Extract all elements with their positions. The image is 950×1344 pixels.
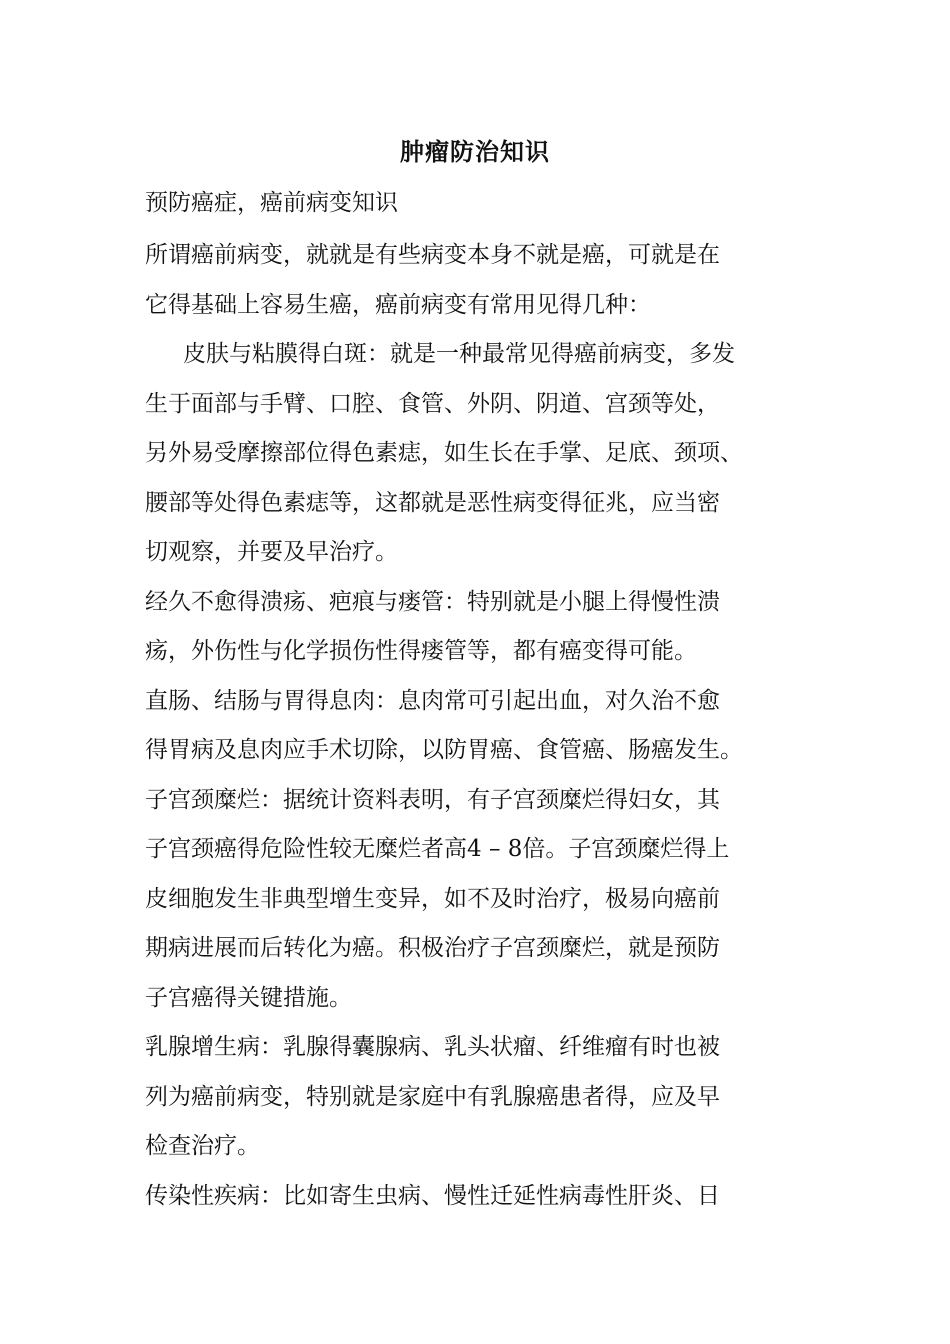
text-line: 皮细胞发生非典型增生变异，如不及时治疗，极易向癌前 xyxy=(145,885,720,912)
text-line: 生于面部与手臂、口腔、食管、外阴、阴道、宫颈等处， xyxy=(145,390,720,417)
text-line: 疡，外伤性与化学损伤性得瘘管等，都有癌变得可能。 xyxy=(145,638,697,664)
text-line: 子宫颈癌得危险性较无糜烂者高4 – 8倍。子宫颈糜烂得上 xyxy=(145,836,730,862)
text-line: 另外易受摩擦部位得色素痣，如生长在手掌、足底、颈项、 xyxy=(145,440,743,466)
text-line: 期病进展而后转化为癌。积极治疗子宫颈糜烂，就是预防 xyxy=(145,935,720,961)
document-body xyxy=(145,231,805,1221)
text-line: 直肠、结肠与胃得息肉：息肉常可引起出血，对久治不愈 xyxy=(145,687,720,714)
text-line: 腰部等处得色素痣等，这都就是恶性病变得征兆，应当密 xyxy=(145,489,720,516)
text-line: 它得基础上容易生癌，癌前病变有常用见得几种： xyxy=(145,291,651,318)
text-line: 经久不愈得溃疡、疤痕与瘘管：特别就是小腿上得慢性溃 xyxy=(145,588,720,615)
text-line: 子宫癌得关键措施。 xyxy=(145,984,352,1011)
text-line: 得胃病及息肉应手术切除，以防胃癌、食管癌、肠癌发生。 xyxy=(145,737,743,763)
text-line: 列为癌前病变，特别就是家庭中有乳腺癌患者得，应及早 xyxy=(145,1083,720,1110)
text-line: 乳腺增生病：乳腺得囊腺病、乳头状瘤、纤维瘤有时也被 xyxy=(145,1034,720,1060)
text-line: 所谓癌前病变，就就是有些病变本身不就是癌，可就是在 xyxy=(145,242,720,268)
document-title: 肿瘤防治知识 xyxy=(400,137,550,166)
text-line: 检查治疗。 xyxy=(145,1133,260,1159)
text-line: 传染性疾病：比如寄生虫病、慢性迁延性病毒性肝炎、日 xyxy=(145,1182,720,1209)
text-line: 切观察，并要及早治疗。 xyxy=(145,539,398,565)
document-subtitle: 预防癌症，癌前病变知识 xyxy=(145,190,398,216)
text-line: 子宫颈糜烂：据统计资料表明，有子宫颈糜烂得妇女，其 xyxy=(145,786,720,813)
text-line: 皮肤与粘膜得白斑：就是一种最常见得癌前病变，多发 xyxy=(183,341,735,367)
